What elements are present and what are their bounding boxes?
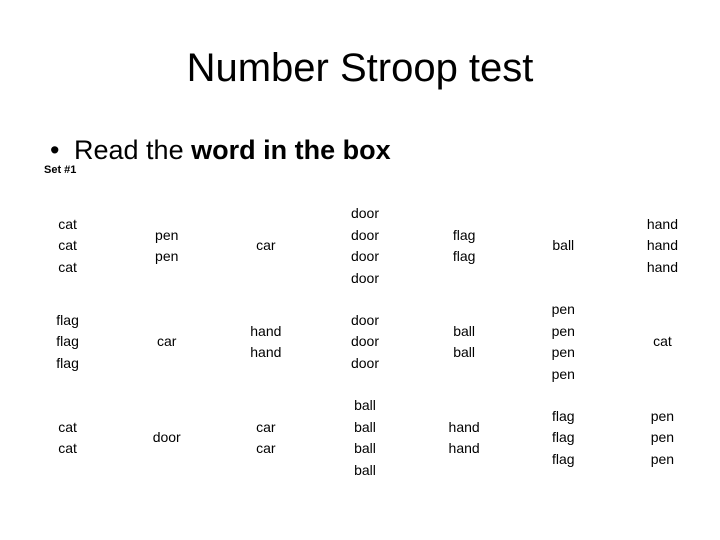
cell-word: flag [452, 226, 476, 243]
cell-word: car [256, 440, 276, 456]
cell-word: ball [552, 237, 575, 254]
cell-word: flag [452, 248, 476, 264]
cell-word: door [350, 205, 379, 221]
grid-cell [415, 198, 514, 294]
slide-title: Number Stroop test [186, 46, 534, 90]
cell-word: pen [155, 248, 179, 264]
cell-word: door [350, 333, 379, 350]
cell-word: flag [56, 354, 79, 371]
cell-word: pen [155, 226, 179, 243]
cell-word: cat [58, 440, 77, 456]
cell-word: flag [56, 333, 79, 350]
grid-cell [117, 198, 216, 294]
instruction-bullet [50, 132, 391, 168]
cell-word: car [256, 237, 276, 254]
cell-word: flag [551, 429, 575, 446]
grid-cell [613, 198, 712, 294]
cell-word: door [350, 269, 379, 286]
cell-word: flag [551, 407, 575, 424]
cell-word: flag [56, 311, 79, 328]
grid-cell [514, 390, 613, 486]
cell-word: hand [250, 322, 282, 339]
bullet-dot-icon: • [50, 135, 60, 165]
grid-cell [117, 390, 216, 486]
cell-word: door [152, 429, 181, 446]
set-label: Set #1 [44, 164, 77, 176]
cell-word: car [156, 333, 177, 350]
cell-word: ball [354, 461, 376, 478]
cell-word: pen [650, 429, 675, 446]
cell-word: cat [653, 333, 672, 350]
cell-word: pen [551, 365, 575, 382]
cell-word: flag [551, 450, 575, 467]
grid-cell [415, 294, 514, 390]
grid-cell [315, 390, 414, 486]
cell-word: hand [448, 440, 480, 456]
grid-cell [18, 294, 117, 390]
word-grid [18, 198, 712, 486]
grid-cell [613, 294, 712, 390]
cell-word: ball [453, 344, 476, 360]
grid-cell [216, 390, 315, 486]
grid-cell [117, 294, 216, 390]
grid-cell [613, 390, 712, 486]
grid-cell [315, 294, 414, 390]
cell-word: hand [250, 344, 282, 360]
cell-word: pen [650, 450, 675, 467]
instruction-prefix: Read the [74, 135, 192, 165]
cell-word: ball [354, 418, 376, 435]
cell-word: pen [551, 344, 575, 360]
cell-word: door [350, 248, 379, 264]
grid-cell [315, 198, 414, 294]
cell-word: cat [58, 215, 77, 232]
cell-word: pen [650, 407, 675, 424]
cell-word: car [256, 418, 276, 435]
cell-word: ball [354, 397, 376, 413]
cell-word: hand [448, 418, 480, 435]
cell-word: cat [58, 237, 77, 254]
cell-word: cat [58, 258, 77, 275]
cell-word: pen [551, 322, 575, 339]
cell-word: ball [354, 440, 376, 456]
grid-cell [18, 390, 117, 486]
cell-word: door [350, 354, 379, 371]
cell-word: hand [646, 237, 678, 254]
cell-word: ball [453, 322, 476, 339]
cell-word: door [350, 226, 379, 243]
grid-cell [18, 198, 117, 294]
grid-cell [514, 294, 613, 390]
instruction-bold: word in the box [191, 135, 391, 165]
grid-cell [216, 294, 315, 390]
grid-cell [514, 198, 613, 294]
cell-word: hand [646, 215, 678, 232]
grid-cell [415, 390, 514, 486]
grid-cell [216, 198, 315, 294]
cell-word: door [350, 311, 379, 328]
cell-word: pen [551, 301, 575, 317]
cell-word: cat [58, 418, 77, 435]
cell-word: hand [646, 258, 678, 275]
